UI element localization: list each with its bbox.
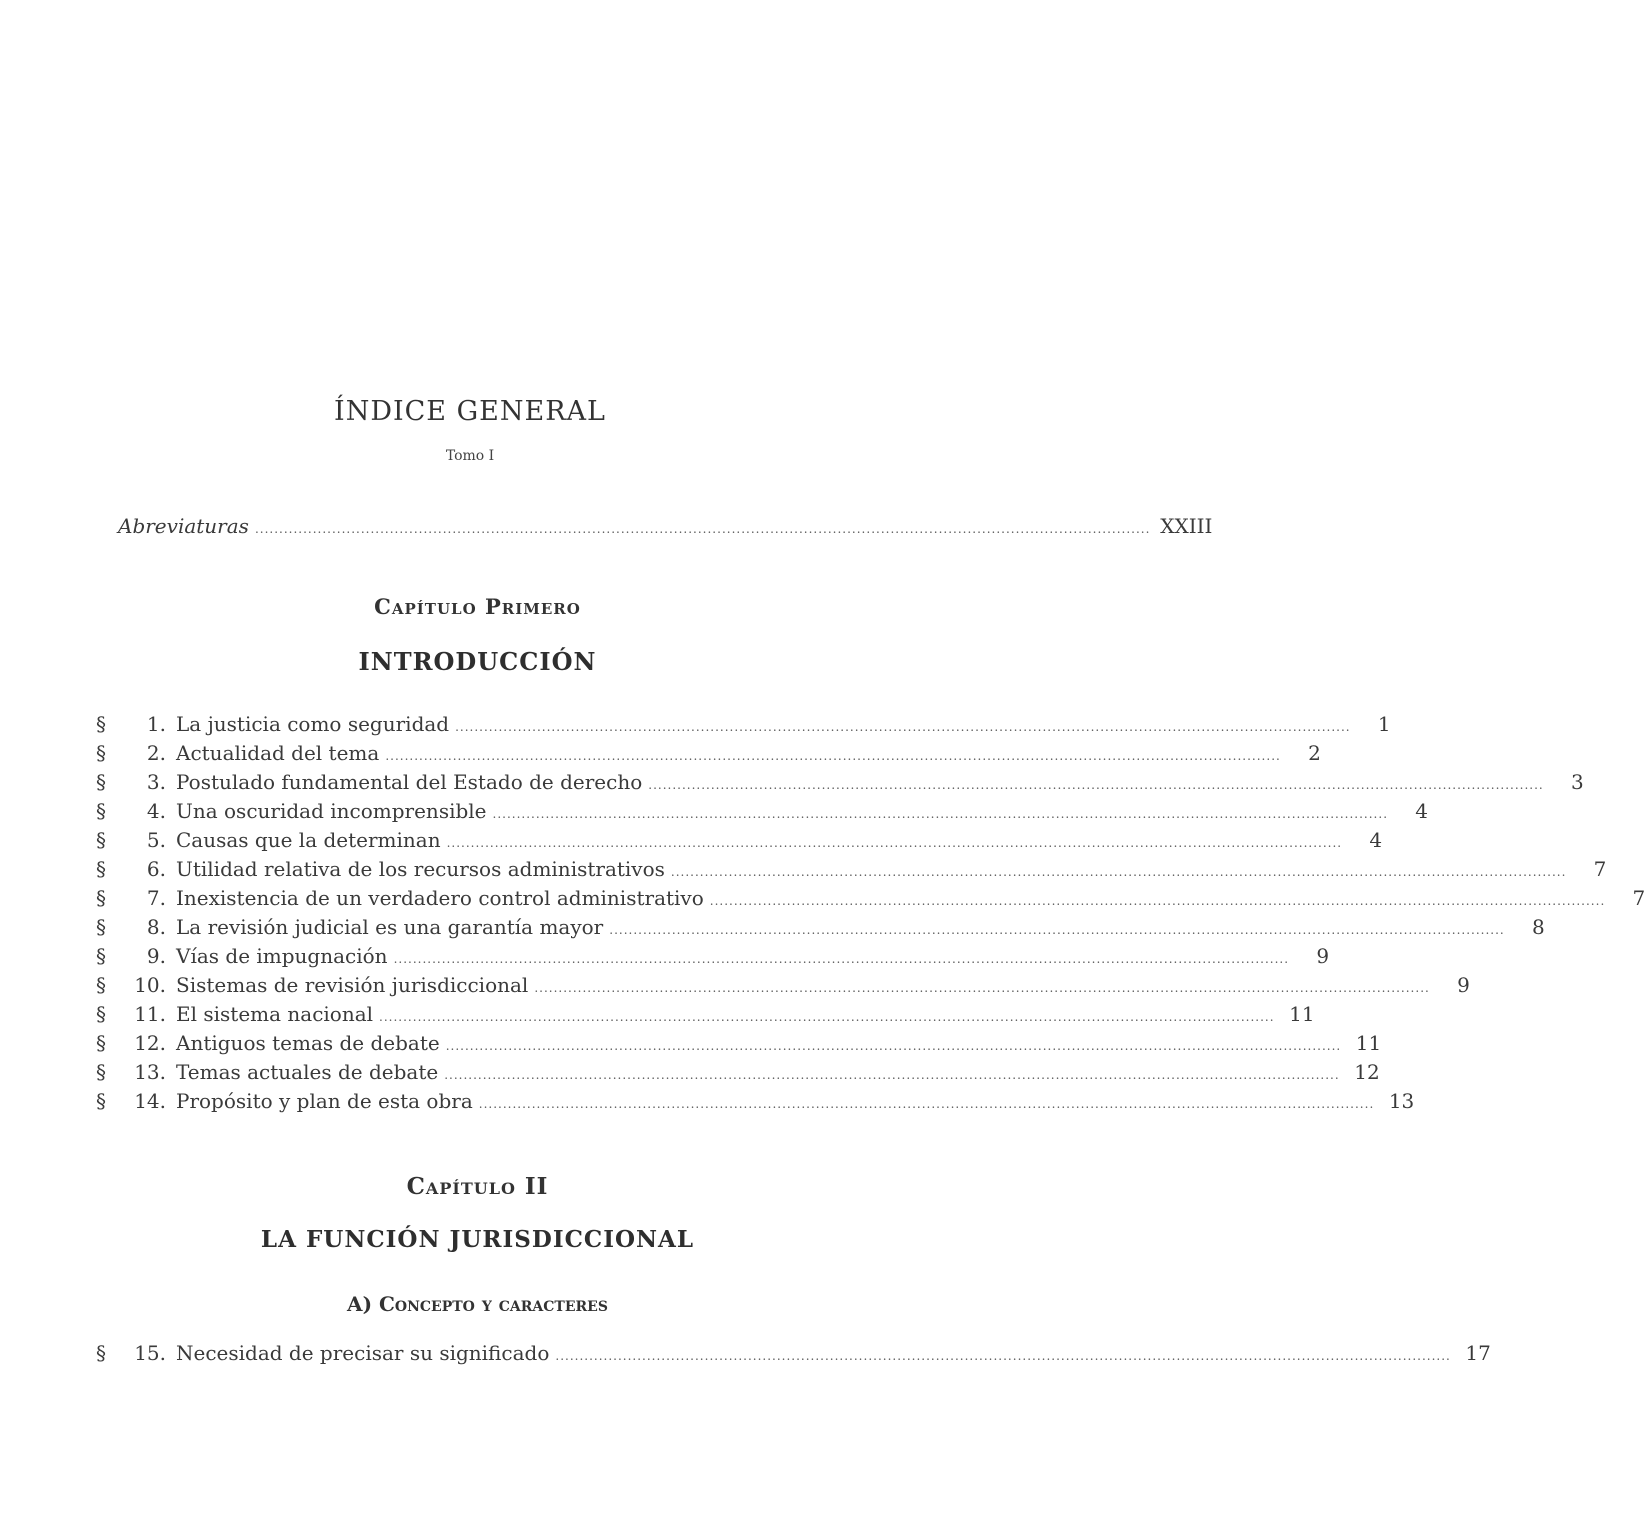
toc-entry-number: 4. [146, 799, 166, 823]
toc-entry[interactable] [96, 1060, 1380, 1084]
dot-leader: .......................................................................................................................................................................................... [455, 720, 1351, 734]
toc-entry-page: XXIII [1160, 514, 1213, 538]
section-sign: § [96, 1031, 106, 1055]
toc-entry-page: 3 [1571, 770, 1584, 794]
toc-entry-text: Causas que la determinan [176, 828, 441, 852]
toc-entry-number: 13. [134, 1060, 166, 1084]
toc-entry[interactable] [96, 857, 1607, 881]
section-sign: § [96, 857, 106, 881]
toc-entry-page: 11 [1355, 1031, 1382, 1055]
dot-leader: .......................................................................................................................................................................................... [670, 865, 1567, 879]
dot-leader: .......................................................................................................................................................................................... [446, 836, 1343, 850]
toc-entry-text: El sistema nacional [176, 1002, 374, 1026]
toc-entry[interactable] [96, 944, 1330, 968]
dot-leader: .......................................................................................................................................................................................... [555, 1349, 1451, 1363]
toc-entry[interactable] [96, 973, 1470, 997]
toc-entry-page: 9 [1457, 973, 1470, 997]
dot-leader: .......................................................................................................................................................................................... [648, 778, 1544, 792]
toc-entry-text: Propósito y plan de esta obra [176, 1089, 473, 1113]
dot-leader: .......................................................................................................................................................................................... [379, 1010, 1275, 1024]
toc-entry-page: 2 [1308, 741, 1321, 765]
toc-entry-page: 11 [1289, 1002, 1315, 1026]
dot-leader: .......................................................................................................................................................................................... [254, 522, 1151, 536]
section-sign: § [96, 770, 106, 794]
toc-entry-number: 7. [146, 886, 166, 910]
toc-entry-page: 7 [1632, 886, 1645, 910]
toc-entry-page: 8 [1532, 915, 1545, 939]
section-sign: § [96, 799, 106, 823]
section-sign: § [96, 973, 106, 997]
toc-entry-number: 12. [134, 1031, 166, 1055]
toc-entry-text: La justicia como seguridad [176, 712, 450, 736]
toc-entry-number: 3. [146, 770, 166, 794]
section-sign: § [96, 712, 106, 736]
toc-entry-page: 17 [1465, 1341, 1491, 1365]
toc-entry-number: 5. [146, 828, 166, 852]
dot-leader: .......................................................................................................................................................................................... [492, 807, 1389, 821]
toc-entry-page: 9 [1316, 944, 1330, 968]
toc-entry-abbreviations[interactable] [118, 514, 1213, 538]
chapter-1-heading: Capítulo Primero [374, 594, 581, 619]
toc-entry-text: Temas actuales de debate [176, 1060, 439, 1084]
toc-entry-page: 4 [1415, 799, 1429, 823]
dot-leader: .......................................................................................................................................................................................... [478, 1097, 1375, 1111]
chapter-2-title: LA FUNCIÓN JURISDICCIONAL [260, 1226, 695, 1253]
dot-leader: .......................................................................................................................................................................................... [534, 981, 1430, 995]
toc-entry[interactable] [96, 741, 1321, 765]
toc-entry-text: Sistemas de revisión jurisdiccional [176, 973, 529, 997]
toc-entry[interactable] [96, 770, 1584, 794]
toc-entry[interactable] [96, 915, 1545, 939]
dot-leader: .......................................................................................................................................................................................... [444, 1068, 1340, 1082]
toc-entry-text: Inexistencia de un verdadero control administrativo [176, 886, 704, 910]
dot-leader: .......................................................................................................................................................................................... [385, 749, 1281, 763]
toc-entry-number: 2. [146, 741, 166, 765]
toc-entry-text: Necesidad de precisar su significado [176, 1341, 550, 1365]
toc-entry[interactable] [96, 1031, 1382, 1055]
toc-entry-text: Antiguos temas de debate [176, 1031, 440, 1055]
toc-entry-text: Una oscuridad incomprensible [176, 799, 487, 823]
volume-subtitle: Tomo I [445, 448, 495, 464]
section-sign: § [96, 915, 106, 939]
toc-entry[interactable] [96, 886, 1645, 910]
toc-entry-page: 12 [1354, 1060, 1380, 1084]
section-sign: § [96, 886, 106, 910]
toc-entry[interactable] [96, 1089, 1415, 1113]
toc-entry-number: 11. [134, 1002, 166, 1026]
section-sign: § [96, 1002, 106, 1026]
toc-entry[interactable] [96, 1341, 1491, 1365]
toc-entry-text: Utilidad relativa de los recursos administrativos [176, 857, 665, 881]
section-sign: § [96, 1089, 106, 1113]
section-sign: § [96, 741, 106, 765]
section-sign: § [96, 828, 106, 852]
toc-entry-text: La revisión judicial es una garantía mayor [176, 915, 604, 939]
toc-entry-page: 1 [1377, 712, 1391, 736]
toc-entry-number: 1. [146, 712, 166, 736]
toc-entry-number: 15. [134, 1341, 166, 1365]
toc-entry[interactable] [96, 1002, 1315, 1026]
toc-entry-number: 9. [146, 944, 166, 968]
dot-leader: .......................................................................................................................................................................................... [445, 1039, 1342, 1053]
toc-entry-page: 7 [1593, 857, 1607, 881]
section-sign: § [96, 1060, 106, 1084]
toc-entry-page: 13 [1388, 1089, 1415, 1113]
toc-entry-number: 8. [146, 915, 166, 939]
section-a-heading: A) Concepto y caracteres [347, 1292, 608, 1316]
chapter-2-heading: Capítulo II [406, 1173, 549, 1200]
toc-entry-number: 10. [134, 973, 166, 997]
toc-entry-number: 14. [134, 1089, 166, 1113]
toc-entry-number: 6. [146, 857, 166, 881]
toc-entry[interactable] [96, 799, 1429, 823]
index-title: ÍNDICE GENERAL [334, 396, 606, 427]
section-sign: § [96, 944, 106, 968]
section-sign: § [96, 1341, 106, 1365]
toc-entry-text: Postulado fundamental del Estado de derecho [176, 770, 643, 794]
dot-leader: .......................................................................................................................................................................................... [609, 923, 1505, 937]
dot-leader: .......................................................................................................................................................................................... [709, 894, 1606, 908]
toc-entry-text: Actualidad del tema [176, 741, 380, 765]
toc-entry-text: Vías de impugnación [176, 944, 388, 968]
toc-entry-page: 4 [1369, 828, 1383, 852]
toc-entry[interactable] [96, 828, 1383, 852]
toc-entry[interactable] [96, 712, 1391, 736]
toc-entry-text: Abreviaturas [118, 514, 249, 538]
dot-leader: .......................................................................................................................................................................................... [393, 952, 1290, 966]
chapter-1-title: INTRODUCCIÓN [358, 647, 597, 676]
